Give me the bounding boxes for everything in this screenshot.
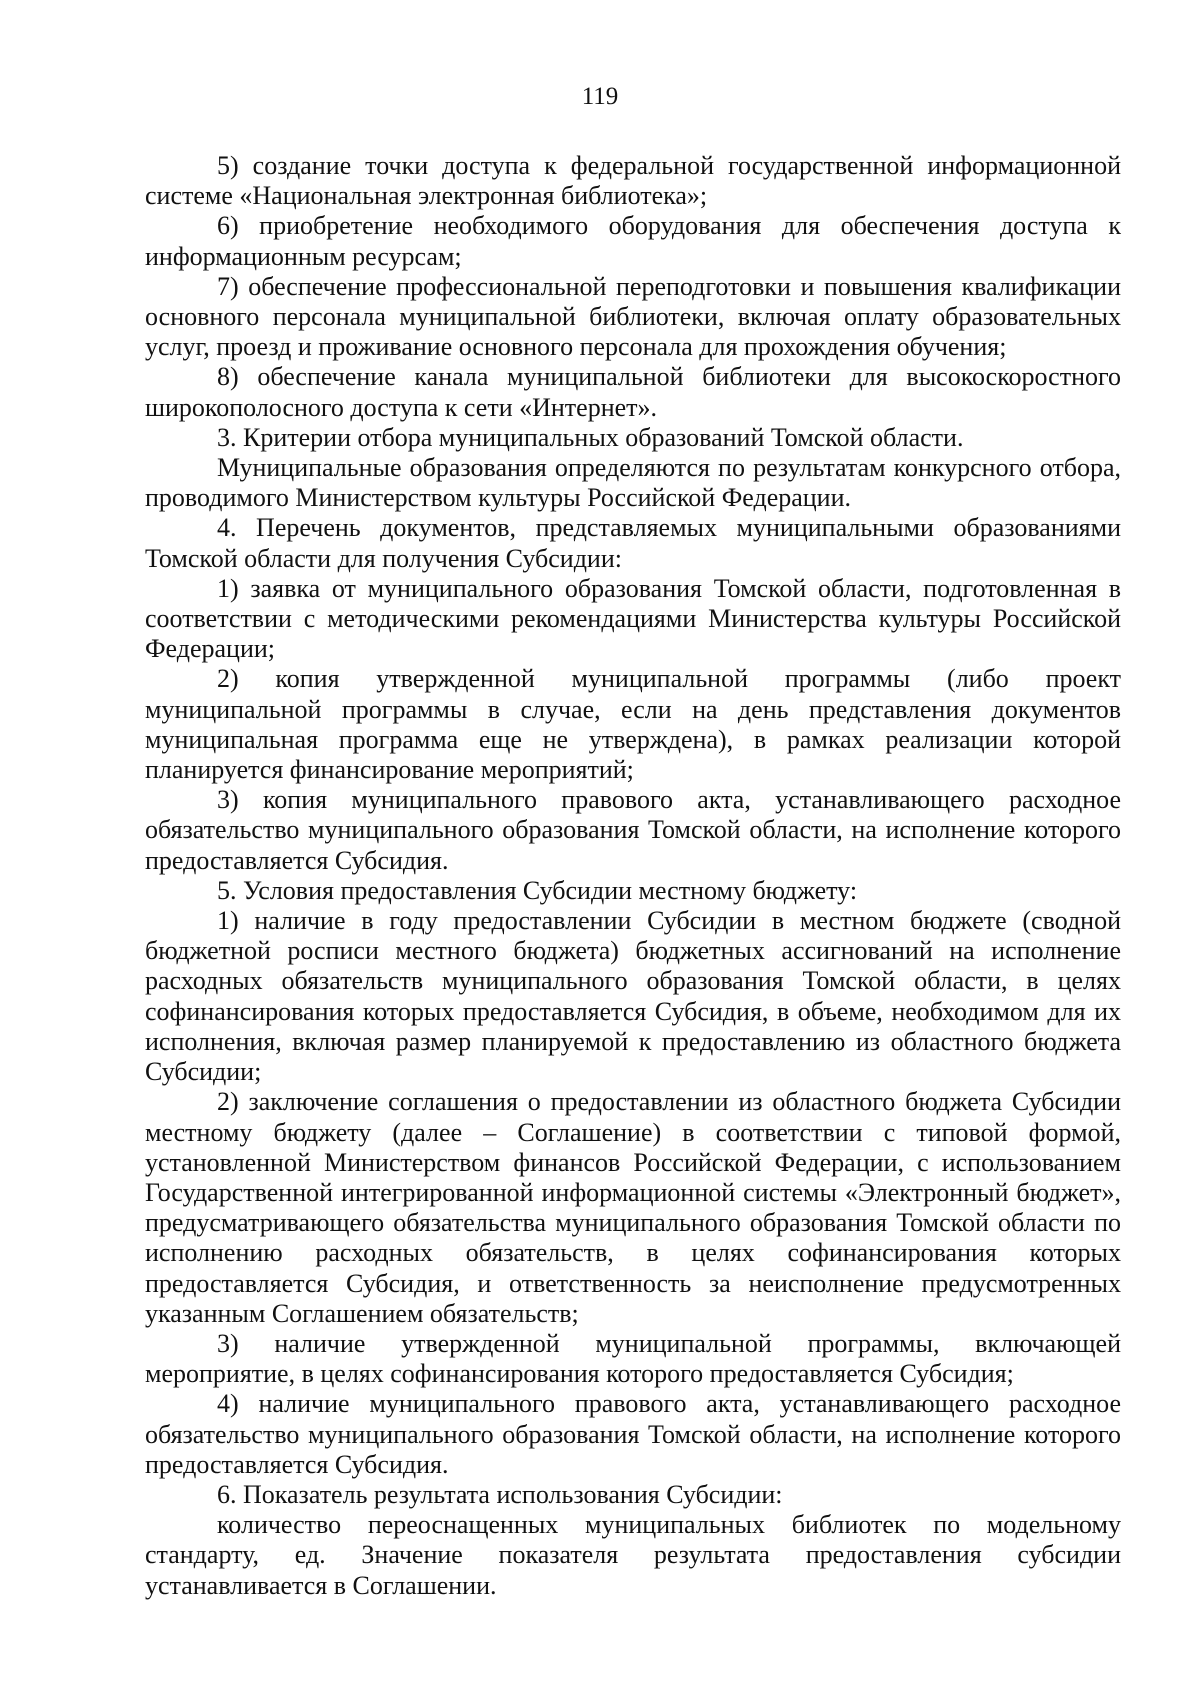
paragraph: 3) наличие утвержденной муниципальной программы, включающей мероприятие, в целях софинансирования которого предоставляется Субсидия;: [145, 1328, 1121, 1389]
paragraph: 8) обеспечение канала муниципальной библиотеки для высокоскоростного широкополосного доступа к сети «Интернет».: [145, 362, 1121, 422]
paragraph: 3) копия муниципального правового акта, устанавливающего расходное обязательство муниципального образования Томской области, на исполнение которого предоставляется Субсидия.: [145, 785, 1121, 875]
paragraph: 7) обеспечение профессиональной переподготовки и повышения квалификации основного персонала муниципальной библиотеки, включая оплату образовательных услуг, проезд и проживание основного персонала для прохождения обучения;: [145, 271, 1121, 362]
paragraph: Муниципальные образования определяются по результатам конкурсного отбора, проводимого Министерством культуры Российской Федерации.: [145, 453, 1121, 513]
paragraph: 2) копия утвержденной муниципальной программы (либо проект муниципальной программы в случае, если на день представления документов муниципальная программа еще не утверждена), в рамках реализации которой планируется финансирование мероприятий;: [145, 664, 1121, 785]
document-body: [145, 151, 1121, 1601]
paragraph: 6) приобретение необходимого оборудования для обеспечения доступа к информационным ресурсам;: [145, 211, 1121, 271]
paragraph: 4) наличие муниципального правового акта, устанавливающего расходное обязательство муниципального образования Томской области, на исполнение которого предоставляется Субсидия.: [145, 1389, 1121, 1479]
paragraph: 1) наличие в году предоставлении Субсидии в местном бюджете (сводной бюджетной росписи местного бюджета) бюджетных ассигнований на исполнение расходных обязательств муниципального образования Томской области, в целях софинансирования которых предоставляется Субсидия, в объеме, необходимом для их исполнения, включая размер планируемой к предоставлению из областного бюджета Субсидии;: [145, 906, 1121, 1087]
paragraph: количество переоснащенных муниципальных библиотек по модельному стандарту, ед. Значение показателя результата предоставления субсидии устанавливается в Соглашении.: [145, 1510, 1121, 1600]
section-heading: 3. Критерии отбора муниципальных образований Томской области.: [217, 422, 964, 452]
paragraph: 5) создание точки доступа к федеральной государственной информационной системе «Национальная электронная библиотека»;: [145, 151, 1121, 211]
page-number: 119: [581, 83, 619, 110]
section-heading: 6. Показатель результата использования Субсидии:: [217, 1479, 783, 1509]
paragraph: 1) заявка от муниципального образования Томской области, подготовленная в соответствии с методическими рекомендациями Министерства культуры Российской Федерации;: [145, 573, 1121, 664]
section-heading: 5. Условия предоставления Субсидии местному бюджету:: [217, 875, 858, 905]
paragraph: 2) заключение соглашения о предоставлении из областного бюджета Субсидии местному бюджету (далее – Соглашение) в соответствии с типовой формой, установленной Министерством финансов Российской Федерации, с использованием Государственной интегрированной информационной системы «Электронный бюджет», предусматривающего обязательства муниципального образования Томской области по исполнению расходных обязательств, в целях софинансирования которых предоставляется Субсидия, и ответственность за неисполнение предусмотренных указанным Соглашением обязательств;: [145, 1087, 1121, 1328]
section-heading: 4. Перечень документов, представляемых муниципальными образованиями Томской области для получения Субсидии:: [145, 513, 1121, 573]
